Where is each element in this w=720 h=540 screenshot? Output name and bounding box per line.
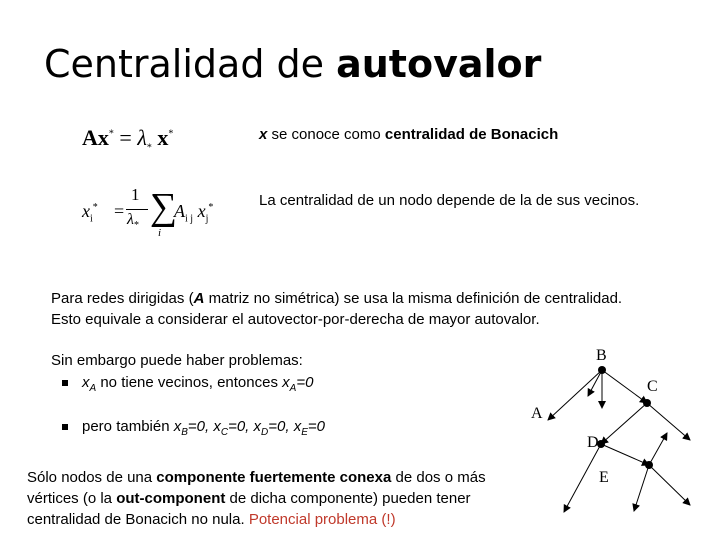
b2-eqC: =0, bbox=[228, 418, 254, 435]
b2-eqD: =0, bbox=[268, 418, 294, 435]
eq2-A-sub: i j bbox=[185, 213, 194, 225]
sum-symbol: ∑ bbox=[150, 186, 178, 228]
c2-bold: out-component bbox=[116, 490, 226, 507]
b2-xD: x bbox=[253, 418, 262, 435]
eq2-A: A bbox=[174, 201, 185, 221]
slide-title bbox=[44, 42, 541, 86]
directed-matrix-A: A bbox=[193, 290, 205, 307]
node-E bbox=[645, 461, 653, 469]
b2-subB: B bbox=[181, 427, 188, 438]
b2-xE: x bbox=[293, 418, 302, 435]
label-B: B bbox=[596, 347, 607, 364]
b2-subC: C bbox=[220, 427, 229, 438]
edge-C-out bbox=[647, 403, 690, 440]
node-B bbox=[598, 366, 606, 374]
eq1-rhs-x: x bbox=[157, 125, 169, 150]
edge-E-out1 bbox=[649, 465, 690, 505]
b1-x: x bbox=[82, 374, 90, 391]
eq2-lambda-sub: * bbox=[133, 220, 139, 232]
eq1-matrix-A: A bbox=[82, 125, 98, 150]
edge-E-C bbox=[649, 433, 667, 465]
fraction-bar bbox=[126, 209, 148, 210]
edge-B-A bbox=[548, 370, 602, 420]
eq1-star: * bbox=[108, 128, 114, 140]
directed-line-1 bbox=[51, 288, 622, 309]
note-x: x bbox=[259, 126, 268, 143]
edge-B-side bbox=[588, 370, 602, 396]
b1-sub: A bbox=[89, 383, 97, 394]
directed-networks-paragraph bbox=[51, 288, 622, 330]
b1-mid: no tiene vecinos, entonces bbox=[96, 374, 283, 391]
eq1-vector-x: x bbox=[97, 125, 109, 150]
conclusion-line-2 bbox=[27, 488, 486, 509]
conclusion-line-1 bbox=[27, 467, 486, 488]
problem-bullet-1 bbox=[62, 372, 313, 399]
directed-line-1a: Para redes dirigidas ( bbox=[51, 290, 194, 307]
eq2-x: x bbox=[82, 201, 90, 221]
edge-B-C bbox=[602, 370, 647, 403]
eigenvector-equation bbox=[82, 125, 173, 153]
eq2-numerator: 1 bbox=[131, 185, 140, 204]
b2-xB: x bbox=[173, 418, 182, 435]
edge-D-E bbox=[601, 444, 649, 465]
eq2-equals: = bbox=[114, 201, 125, 221]
note-bold: centralidad de Bonacich bbox=[384, 126, 559, 143]
b2-eqE: =0 bbox=[307, 418, 325, 435]
neighbors-note: La centralidad de un nodo depende de la de sus vecinos. bbox=[259, 192, 640, 209]
potential-problem-note: Potencial problema (!) bbox=[248, 511, 396, 528]
eq1-rhs-star: * bbox=[168, 128, 174, 140]
c1-bold: componente fuertemente conexa bbox=[156, 469, 392, 486]
eq1-lambda: λ bbox=[137, 125, 147, 150]
b1-sub2: A bbox=[289, 383, 297, 394]
eq2-xj-star: * bbox=[208, 202, 214, 213]
bonacich-note bbox=[259, 126, 558, 143]
conclusion-line-3 bbox=[27, 509, 486, 530]
c1b: de dos o más bbox=[391, 469, 486, 486]
note-mid: se conoce como bbox=[267, 126, 385, 143]
bonacich-sum-equation bbox=[80, 183, 230, 243]
label-A: A bbox=[531, 405, 543, 422]
label-C: C bbox=[647, 378, 658, 395]
label-D: D bbox=[587, 434, 599, 451]
directed-graph-diagram bbox=[525, 340, 715, 530]
problems-intro: Sin embargo puede haber problemas: bbox=[51, 352, 303, 369]
eq1-equals: = bbox=[119, 125, 132, 150]
b2-eqB: =0, bbox=[187, 418, 214, 435]
eq2-sub-i: i bbox=[90, 213, 93, 225]
c2b: de dicha componente) pueden tener bbox=[225, 490, 471, 507]
c3a: centralidad de Bonacich no nula. bbox=[27, 511, 249, 528]
eq2-xj: x bbox=[197, 201, 206, 221]
b2-subD: D bbox=[261, 427, 269, 438]
b1-x2: x bbox=[282, 374, 290, 391]
node-C bbox=[643, 399, 651, 407]
edge-D-out bbox=[564, 444, 601, 512]
b1-end: =0 bbox=[296, 374, 314, 391]
bullet-icon bbox=[62, 380, 68, 386]
title-bold: autovalor bbox=[336, 42, 542, 86]
b2-xC: x bbox=[213, 418, 221, 435]
sum-index: i bbox=[158, 227, 162, 239]
c2a: vértices (o la bbox=[27, 490, 117, 507]
b2-subE: E bbox=[301, 427, 308, 438]
graph-edges bbox=[548, 370, 690, 512]
directed-line-1b: matriz no simétrica) se usa la misma definición de centralidad. bbox=[204, 290, 623, 307]
eq2-star: * bbox=[92, 202, 98, 213]
edge-C-D bbox=[601, 403, 647, 444]
b2-pre: pero también bbox=[82, 418, 174, 435]
conclusion-paragraph bbox=[27, 467, 486, 530]
directed-line-2: Esto equivale a considerar el autovector-por-derecha de mayor autovalor. bbox=[51, 311, 540, 328]
title-plain: Centralidad de bbox=[44, 42, 337, 86]
eq1-lambda-sub: * bbox=[146, 142, 152, 154]
eq2-xj-sub: j bbox=[205, 213, 209, 225]
graph-nodes bbox=[597, 366, 653, 469]
bullet-icon bbox=[62, 424, 68, 430]
edge-E-out2 bbox=[634, 465, 649, 511]
c1a: Sólo nodos de una bbox=[27, 469, 157, 486]
label-E: E bbox=[599, 469, 609, 486]
eq2-lambda: λ bbox=[127, 211, 134, 228]
problem-bullet-2 bbox=[62, 416, 325, 443]
